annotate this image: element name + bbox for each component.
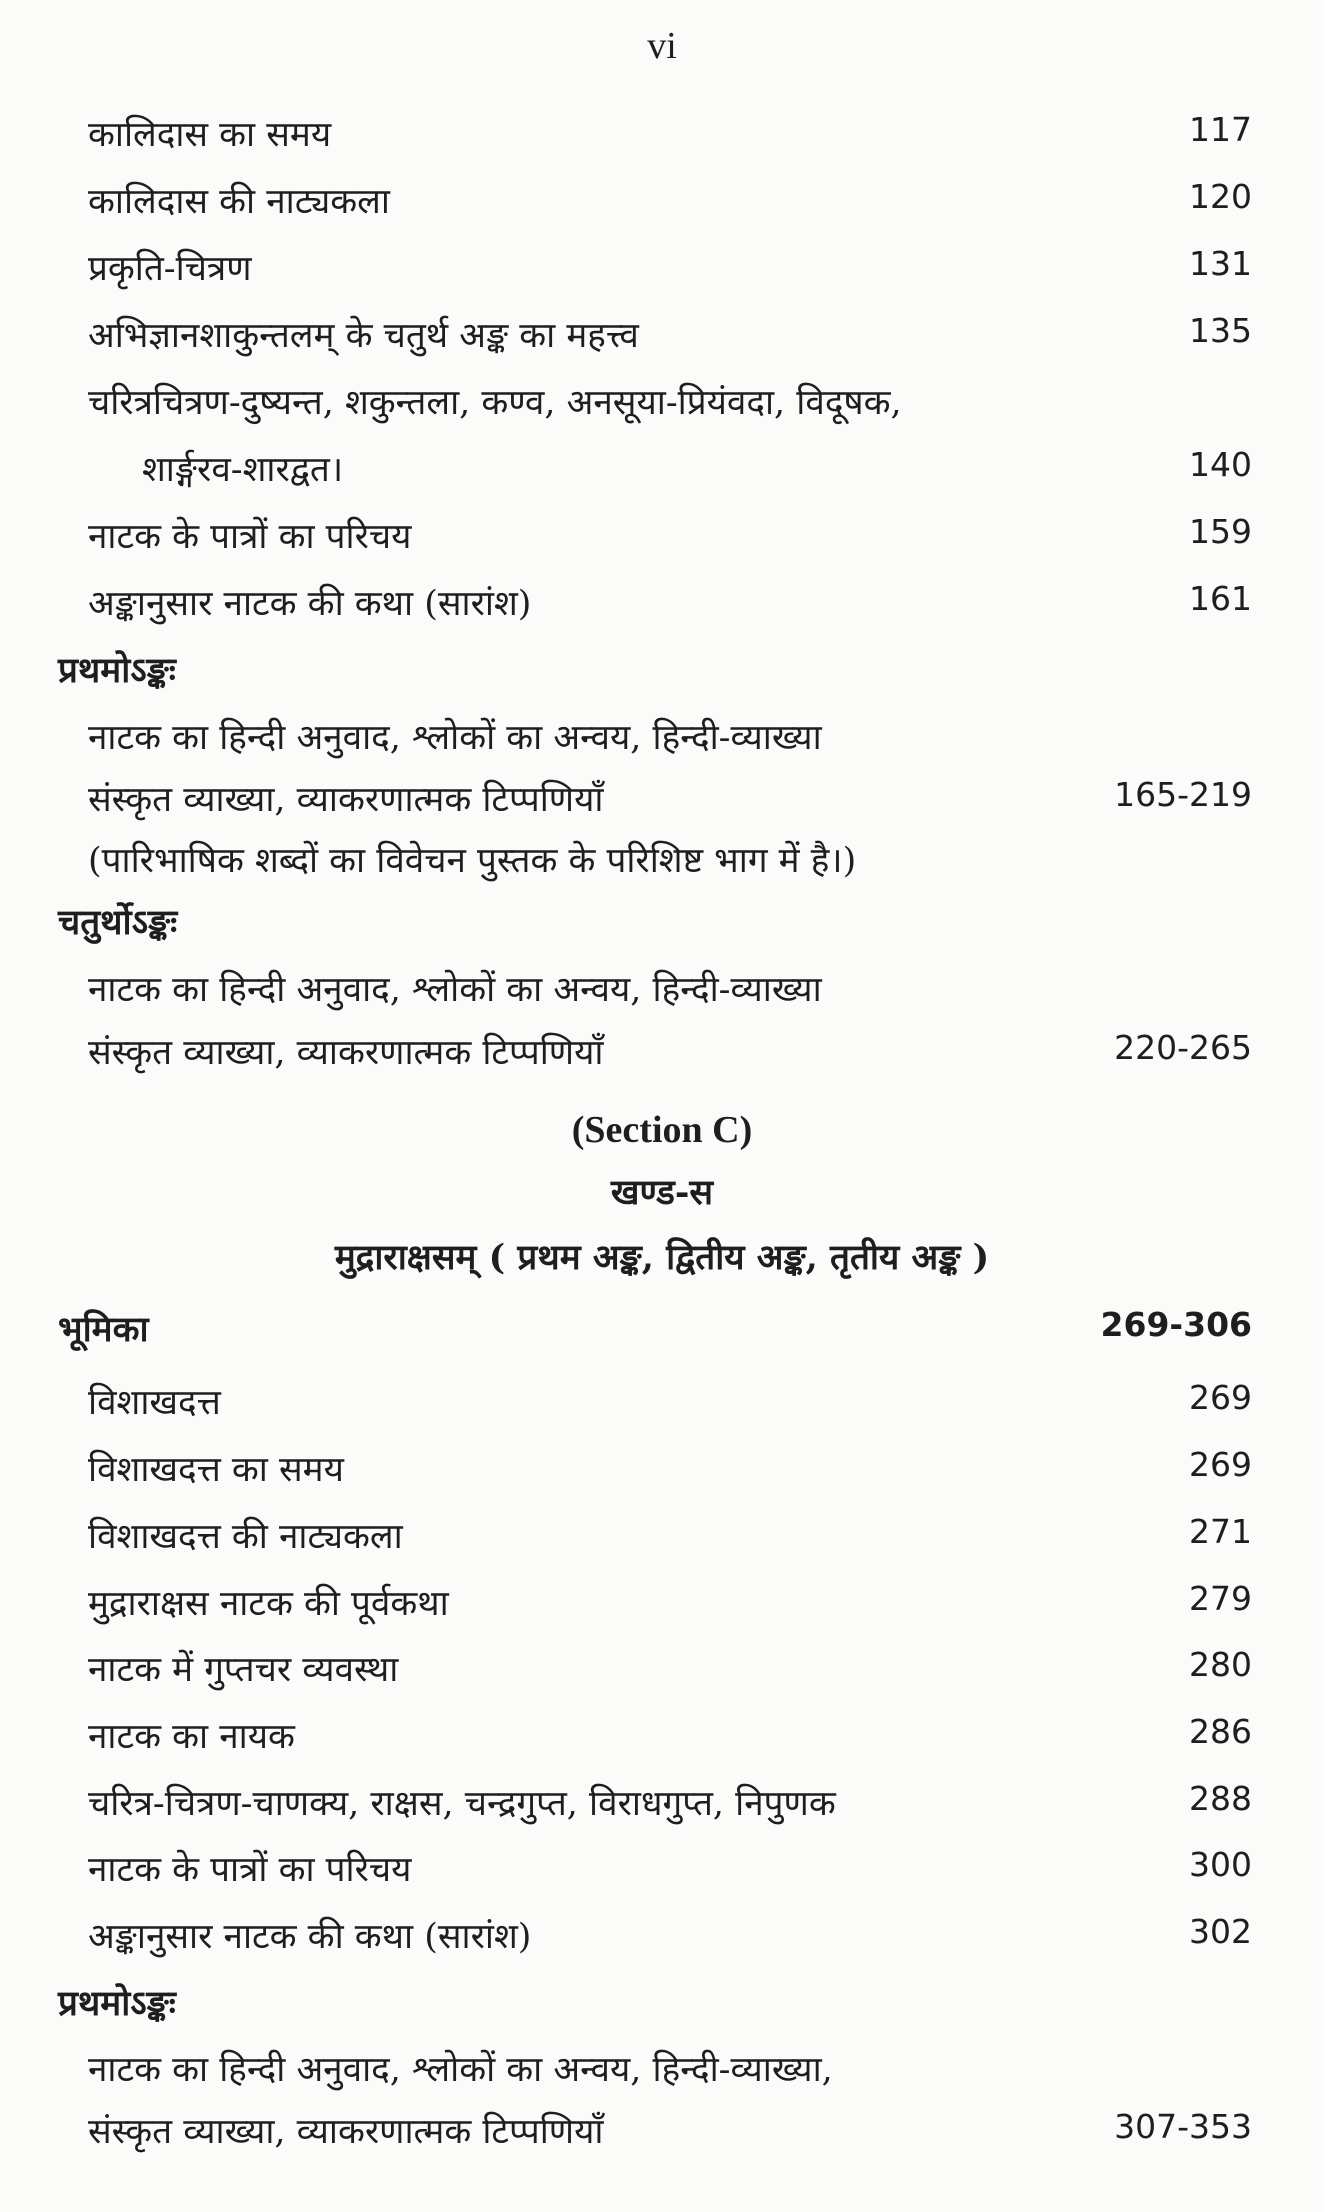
act-line <box>0 2107 1324 2163</box>
act-text: नाटक का हिन्दी अनुवाद, श्लोकों का अन्वय, हिन्दी-व्याख्या <box>88 970 822 1010</box>
entry-page: 269-306 <box>1100 1305 1252 1344</box>
entry-title: अङ्कानुसार नाटक की कथा (सारांश) <box>88 1917 532 1957</box>
entry-title: कालिदास की नाट्यकला <box>88 182 390 222</box>
act-heading: प्रथमोऽङ्कः <box>58 650 176 691</box>
toc-entry <box>0 1645 1324 1701</box>
entry-title: नाटक के पात्रों का परिचय <box>88 1850 412 1890</box>
toc-entry <box>0 1712 1324 1768</box>
note-text: (पारिभाषिक शब्दों का विवेचन पुस्तक के परिशिष्ट भाग में है।) <box>88 841 857 881</box>
entry-title: नाटक में गुप्तचर व्यवस्था <box>88 1650 399 1690</box>
act-text: नाटक का हिन्दी अनुवाद, श्लोकों का अन्वय, हिन्दी-व्याख्या <box>88 718 822 758</box>
toc-entry <box>0 1445 1324 1501</box>
toc-entry <box>0 311 1324 367</box>
toc-entry <box>0 1579 1324 1635</box>
act-text: संस्कृत व्याख्या, व्याकरणात्मक टिप्पणियाँ <box>88 1033 604 1073</box>
entry-title: अङ्कानुसार नाटक की कथा (सारांश) <box>88 584 532 624</box>
entry-page: 279 <box>1189 1579 1252 1618</box>
toc-entry <box>0 579 1324 635</box>
entry-page: 131 <box>1189 244 1252 283</box>
toc-entry <box>0 445 1324 501</box>
entry-page: 271 <box>1189 1512 1252 1551</box>
entry-page: 286 <box>1189 1712 1252 1751</box>
entry-page: 269 <box>1189 1445 1252 1484</box>
section-khand: खण्ड-स <box>610 1172 714 1213</box>
act-text: संस्कृत व्याख्या, व्याकरणात्मक टिप्पणियाँ <box>88 780 604 820</box>
section-label: (Section C) <box>571 1109 753 1151</box>
act-heading: प्रथमोऽङ्कः <box>58 1983 176 2024</box>
entry-page: 269 <box>1189 1378 1252 1417</box>
entry-title: भूमिका <box>58 1309 149 1350</box>
entry-title: प्रकृति-चित्रण <box>88 249 252 289</box>
entry-page: 307-353 <box>1114 2107 1252 2146</box>
toc-entry <box>0 1512 1324 1568</box>
entry-title: विशाखदत्त <box>88 1383 221 1423</box>
act-text: नाटक का हिन्दी अनुवाद, श्लोकों का अन्वय, हिन्दी-व्याख्या, <box>88 2050 833 2090</box>
entry-page: 135 <box>1189 311 1252 350</box>
toc-entry <box>0 512 1324 568</box>
entry-title: शार्ङ्गरव-शारद्वत। <box>142 450 344 490</box>
entry-page: 120 <box>1189 177 1252 216</box>
entry-title: मुद्राराक्षस नाटक की पूर्वकथा <box>88 1584 449 1624</box>
entry-title: कालिदास का समय <box>88 115 332 155</box>
entry-page: 300 <box>1189 1845 1252 1884</box>
entry-page: 280 <box>1189 1645 1252 1684</box>
entry-title: विशाखदत्त का समय <box>88 1450 344 1490</box>
entry-page: 159 <box>1189 512 1252 551</box>
page-number: vi <box>647 25 677 67</box>
entry-page: 140 <box>1189 445 1252 484</box>
entry-page: 117 <box>1189 110 1252 149</box>
entry-page: 302 <box>1189 1912 1252 1951</box>
section-title: मुद्राराक्षसम् ( प्रथम अङ्क, द्वितीय अङ्क, तृतीय अङ्क ) <box>334 1237 990 1278</box>
act-line <box>0 1028 1324 1084</box>
act-line <box>0 2045 1324 2101</box>
toc-entry <box>0 1845 1324 1901</box>
entry-title: चरित्रचित्रण-दुष्यन्त, शकुन्तला, कण्व, अनसूया-प्रियंवदा, विदूषक, <box>88 383 902 423</box>
entry-title: विशाखदत्त की नाट्यकला <box>88 1517 403 1557</box>
entry-page: 165-219 <box>1114 775 1252 814</box>
toc-entry <box>0 1912 1324 1968</box>
entry-title: नाटक के पात्रों का परिचय <box>88 517 412 557</box>
toc-entry <box>0 1779 1324 1835</box>
entry-title: अभिज्ञानशाकुन्तलम् के चतुर्थ अङ्क का महत्त्व <box>88 316 639 356</box>
toc-heading-entry <box>0 1305 1324 1361</box>
act-line <box>0 965 1324 1021</box>
act-line <box>0 775 1324 831</box>
act-line <box>0 713 1324 769</box>
act-text: संस्कृत व्याख्या, व्याकरणात्मक टिप्पणियाँ <box>88 2112 604 2152</box>
entry-title: चरित्र-चित्रण-चाणक्य, राक्षस, चन्द्रगुप्त, विराधगुप्त, निपुणक <box>88 1784 836 1824</box>
entry-page: 288 <box>1189 1779 1252 1818</box>
toc-entry <box>0 244 1324 300</box>
act-note <box>0 836 1324 892</box>
toc-entry <box>0 177 1324 233</box>
toc-entry <box>0 378 1324 434</box>
toc-entry <box>0 1378 1324 1434</box>
act-heading: चतुर्थोऽङ्कः <box>58 902 178 943</box>
entry-page: 161 <box>1189 579 1252 618</box>
entry-title: नाटक का नायक <box>88 1717 295 1757</box>
toc-entry <box>0 110 1324 166</box>
entry-page: 220-265 <box>1114 1028 1252 1067</box>
